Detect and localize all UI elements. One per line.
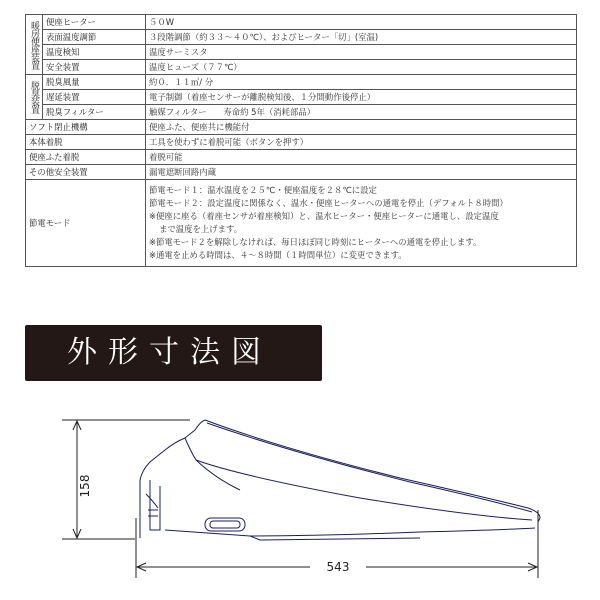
row-label: 安全装置 <box>43 60 146 75</box>
control-box <box>205 518 245 531</box>
table-row-eco <box>26 180 577 267</box>
row-value: 漏電遮断回路内蔵 <box>146 165 577 180</box>
control-box-inner <box>210 521 240 528</box>
row-value: 便座ふた、便座共に機能付 <box>146 120 577 135</box>
section-title: 外形寸法図 <box>67 335 272 370</box>
base-shadow-line <box>250 536 420 540</box>
hinge-curve <box>196 460 240 490</box>
eco-line: ※通電を止める時間は、４～８時間（１時間単位）に変更できます。 <box>149 250 407 260</box>
table-row <box>26 45 577 60</box>
dimension-drawing <box>0 390 600 600</box>
length-value: 543 <box>326 560 350 574</box>
row-label: 温度検知 <box>43 45 146 60</box>
eco-line: ※節電モード２を解除しなければ、毎日ほぼ同じ時刻にヒーターへの通電を停止します。 <box>149 237 482 247</box>
base-line <box>165 528 535 536</box>
group-label-heating: 暖房便座装置 <box>26 15 43 75</box>
eco-line: 節電モード２：設定温度に関係なく、温水・便座ヒーターへの通電を停止（デフォルト８時間） <box>149 198 508 208</box>
row-value: 触媒フィルター 寿命約 5年（消耗部品） <box>146 105 577 120</box>
table-row <box>26 60 577 75</box>
table-row <box>26 165 577 180</box>
rear-bracket <box>150 480 160 530</box>
row-value: 温度ヒューズ（７７℃） <box>146 60 577 75</box>
row-label: 便座ヒーター <box>43 15 146 30</box>
row-value: 約０．１１㎥/ 分 <box>146 75 577 90</box>
row-label: その他安全装置 <box>26 165 146 180</box>
eco-line: 節電モード１：温水温度を２５℃・便座温度を２８℃に設定 <box>149 185 377 195</box>
row-value: 着脱可能 <box>146 150 577 165</box>
row-value: 電子制御（着座センサーが離脱検知後、１分間動作後停止） <box>146 90 577 105</box>
row-value: 温度サーミスタ <box>146 45 577 60</box>
table-row <box>26 120 577 135</box>
lid-inner-line <box>207 423 532 512</box>
row-label: 脱臭風量 <box>43 75 146 90</box>
group-label-deodorize: 脱臭装置 <box>26 75 43 120</box>
eco-line: まで温度を上げます。 <box>159 224 243 234</box>
table-row <box>26 135 577 150</box>
rear-cable <box>146 494 158 508</box>
row-label: ソフト閉止機構 <box>26 120 146 135</box>
lid-outline <box>140 420 540 538</box>
row-value: 工具を使わずに着脱可能（ボタンを押す） <box>146 135 577 150</box>
row-value: ５０W <box>146 15 577 30</box>
table-row <box>26 105 577 120</box>
eco-line: ※便座に座る（着座センサが着座検知）と、温水ヒーター・便座ヒーターに通電し、設定温度 <box>149 211 499 221</box>
spec-table <box>25 14 577 267</box>
table-row <box>26 75 577 90</box>
section-title-banner <box>25 325 322 381</box>
row-label: 節電モード <box>26 180 146 267</box>
row-label: 本体着脱 <box>26 135 146 150</box>
eco-mode-notes <box>146 180 577 267</box>
row-label: 遅延装置 <box>43 90 146 105</box>
seat-top-line <box>185 438 532 520</box>
table-row <box>26 30 577 45</box>
table-row <box>26 90 577 105</box>
height-value: 158 <box>78 474 92 498</box>
row-label: 便座ふた着脱 <box>26 150 146 165</box>
row-label: 表面温度調節 <box>43 30 146 45</box>
toilet-seat-profile <box>140 420 540 540</box>
row-value: ３段階調節（約３３～４０℃）、およびヒーター「切」(室温) <box>146 30 577 45</box>
row-label: 脱臭フィルター <box>43 105 146 120</box>
table-row <box>26 150 577 165</box>
table-row <box>26 15 577 30</box>
